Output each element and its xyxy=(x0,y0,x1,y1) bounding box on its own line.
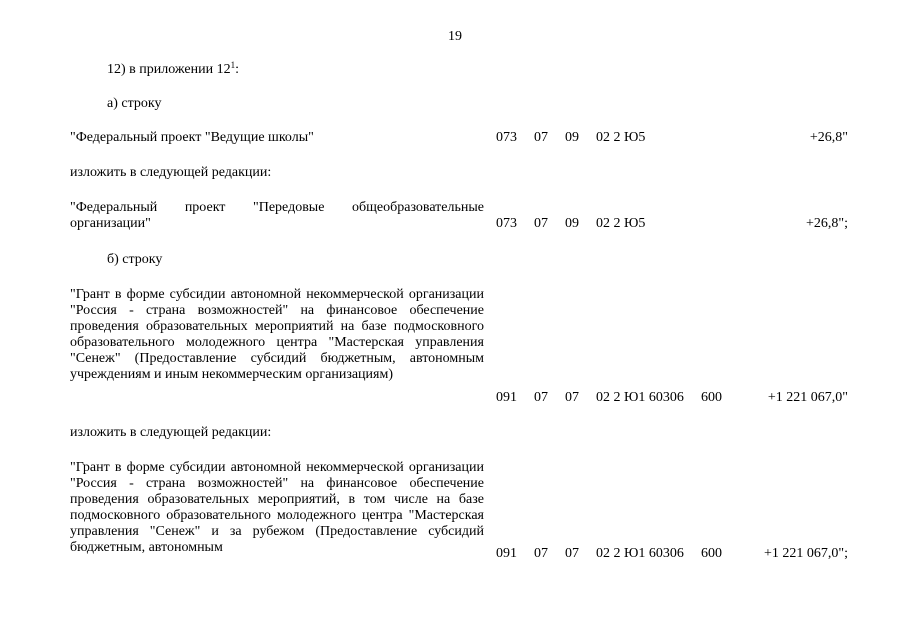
subitem-a-label: а) строку xyxy=(107,96,162,111)
row-0-text: "Федеральный проект "Ведущие школы" xyxy=(70,130,314,145)
row-1-amount: +26,8"; xyxy=(806,216,848,231)
item-12-prefix: 12) в приложении 12 xyxy=(107,62,231,77)
row-3-expense-type: 600 xyxy=(701,546,722,561)
row-0-target-code: 02 2 Ю5 xyxy=(596,130,646,145)
item-12-superscript: 1 xyxy=(230,60,236,70)
row-0-codes xyxy=(0,130,905,146)
row-2-section: 091 xyxy=(496,390,517,405)
row-3-section: 091 xyxy=(496,546,517,561)
row-0-subsection: 09 xyxy=(565,130,579,145)
row-2-subsection: 07 xyxy=(565,390,579,405)
row-3-text: "Грант в форме субсидии автономной некоммерческой организации "Россия - страна возможностей" на финансовое обеспечение проведения образовательных мероприятий, в том числе на базе подмосковного образовательного молодежного центра "Мастерская управления "Сенеж" и за рубежом (Предоставление субсидий бюджетным, автономным xyxy=(70,460,484,555)
replace-label-1: изложить в следующей редакции: xyxy=(70,165,272,180)
row-2-text: "Грант в форме субсидии автономной некоммерческой организации "Россия - страна возможностей" на финансовое обеспечение проведения образовательных мероприятий на базе подмосковного образовательного молодежного центра "Мастерская управления "Сенеж" (Предоставление субсидий бюджетным, автономным учреждениям и иным некоммерческим организациям) xyxy=(70,287,484,382)
item-12-heading xyxy=(107,62,239,78)
row-2-codes xyxy=(0,390,905,406)
row-0-section: 073 xyxy=(496,130,517,145)
replace-label-2: изложить в следующей редакции: xyxy=(70,425,272,440)
row-3-amount: +1 221 067,0"; xyxy=(764,546,848,561)
row-3-codes xyxy=(0,546,905,562)
row-1-target-code: 02 2 Ю5 xyxy=(596,216,646,231)
row-2-target-code: 02 2 Ю1 60306 xyxy=(596,390,684,405)
row-3-subsection: 07 xyxy=(565,546,579,561)
row-0-amount: +26,8" xyxy=(809,130,848,145)
row-2-chapter: 07 xyxy=(534,390,548,405)
row-1-subsection: 09 xyxy=(565,216,579,231)
row-1-section: 073 xyxy=(496,216,517,231)
item-12-suffix: : xyxy=(235,62,239,77)
row-0-chapter: 07 xyxy=(534,130,548,145)
row-2-amount: +1 221 067,0" xyxy=(767,390,848,405)
page-number: 19 xyxy=(448,29,462,44)
row-1-text: "Федеральный проект "Передовые общеобразовательные организации" xyxy=(70,200,484,231)
subitem-b-label: б) строку xyxy=(107,252,163,267)
row-3-target-code: 02 2 Ю1 60306 xyxy=(596,546,684,561)
row-1-codes xyxy=(0,216,905,232)
row-2-expense-type: 600 xyxy=(701,390,722,405)
row-3-chapter: 07 xyxy=(534,546,548,561)
row-1-chapter: 07 xyxy=(534,216,548,231)
